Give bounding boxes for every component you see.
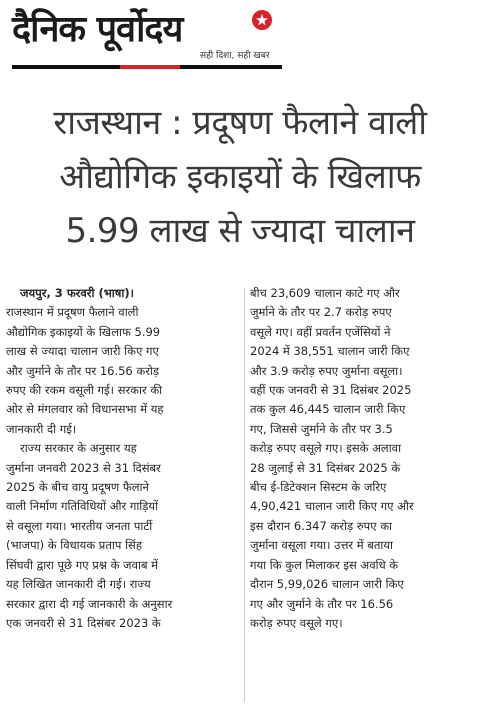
article-dateline: जयपुर, 3 फरवरी (भाषा)। <box>20 286 135 300</box>
article-line: औद्योगिक इकाइयों के खिलाफ 5.99 <box>6 324 161 339</box>
headline-line: राजस्थान : प्रदूषण फैलाने वाली <box>53 103 427 143</box>
article-line: सरकार द्वारा दी गई जानकारी के अनुसार <box>6 596 173 611</box>
article-column-right <box>250 284 476 704</box>
article-line: करोड़ रुपए वसूले गए। इसके अलावा <box>250 441 402 456</box>
article-line: और जुर्माने के तौर पर 16.56 करोड़ <box>6 363 160 378</box>
article-body <box>6 284 478 704</box>
article-line: बीच ई-डिटेक्शन सिस्टम के जरिए <box>250 480 387 495</box>
article-line: राज्य सरकार के अनुसार यह <box>20 441 137 456</box>
article-column-left <box>6 284 240 704</box>
article-line: और 3.9 करोड़ रुपए जुर्माना वसूला। <box>250 363 403 378</box>
article-line: सिंघवी द्वारा पूछे गए प्रश्न के जवाब में <box>6 557 159 572</box>
article-line: जुर्माना वसूला गया। उत्तर में बताया <box>250 538 394 553</box>
newspaper-logo: दैनिक पूर्वोदय <box>12 9 183 50</box>
article-line: वहीं एक जनवरी से 31 दिसंबर 2025 <box>250 383 412 398</box>
article-line: वाली निर्माण गतिविधियों और गाड़ियों <box>6 499 159 514</box>
article-line: तक कुल 46,445 चालान जारी किए <box>250 402 406 417</box>
article-line: से वसूला गया। भारतीय जनता पार्टी <box>6 518 153 533</box>
article-line: वसूले गए। वहीं प्रवर्तन एजेंसियों ने <box>250 324 391 339</box>
star-icon <box>252 10 272 30</box>
headline-line: 5.99 लाख से ज्यादा चालान <box>65 211 415 251</box>
article-line: जुर्माना जनवरी 2023 से 31 दिसंबर <box>6 460 161 475</box>
article-line: यह लिखित जानकारी दी गई। राज्य <box>6 577 151 592</box>
article-line: जुर्माने के तौर पर 2.7 करोड़ रुपए <box>250 305 392 320</box>
article-headline <box>0 96 480 258</box>
article-line: 28 जुलाई से 31 दिसंबर 2025 के <box>250 460 401 475</box>
article-line: गए और जुर्माने के तौर पर 16.56 <box>250 596 394 611</box>
article-line: राजस्थान में प्रदूषण फैलाने वाली <box>6 305 139 320</box>
article-line: गए, जिससे जुर्माने के तौर पर 3.5 <box>250 421 393 436</box>
article-line: दौरान 5,99,026 चालान जारी किए <box>250 577 404 592</box>
article-line: गया कि कुल मिलाकर इस अवधि के <box>250 557 399 572</box>
article-line: (भाजपा) के विधायक प्रताप सिंह <box>6 538 142 553</box>
column-divider <box>244 288 245 702</box>
article-line: बीच 23,609 चालान काटे गए और <box>250 286 400 300</box>
article-line: इस दौरान 6.347 करोड़ रुपए का <box>250 518 393 533</box>
article-line: 2025 के बीच वायु प्रदूषण फैलाने <box>6 480 149 495</box>
masthead <box>0 0 480 80</box>
headline-line: औद्योगिक इकाइयों के खिलाफ <box>59 157 421 197</box>
article-line: एक जनवरी से 31 दिसंबर 2023 के <box>6 615 161 630</box>
article-line: 4,90,421 चालान जारी किए गए और <box>250 499 414 514</box>
newspaper-tagline: सही दिशा, सही खबर <box>200 51 270 61</box>
masthead-rule-accent <box>120 65 180 69</box>
article-line: रुपए की रकम वसूली गई। सरकार की <box>6 383 163 398</box>
article-line: 2024 में 38,551 चालान जारी किए <box>250 344 410 359</box>
article-line: ओर से मंगलवार को विधानसभा में यह <box>6 402 164 417</box>
article-line: करोड़ रुपए वसूले गए। <box>250 615 343 630</box>
article-line: जानकारी दी गई। <box>6 421 77 436</box>
article-line: लाख से ज्यादा चालान जारी किए गए <box>6 344 159 359</box>
